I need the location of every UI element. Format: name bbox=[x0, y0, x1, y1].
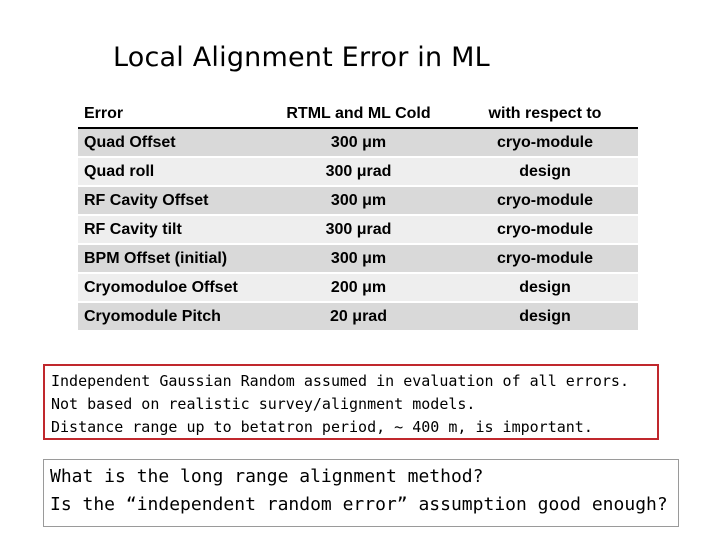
column-header-error: Error bbox=[78, 100, 265, 128]
questions-box bbox=[43, 459, 679, 527]
tolerance-cell: 300 μm bbox=[265, 128, 452, 157]
error-name-cell: Quad roll bbox=[78, 157, 265, 186]
error-name-cell: RF Cavity tilt bbox=[78, 215, 265, 244]
tolerance-cell: 300 μrad bbox=[265, 215, 452, 244]
table-row bbox=[78, 273, 638, 302]
tolerance-cell: 300 μm bbox=[265, 244, 452, 273]
error-name-cell: Cryomoduloe Offset bbox=[78, 273, 265, 302]
table-row bbox=[78, 215, 638, 244]
question-line: Is the “independent random error” assumption good enough? bbox=[50, 494, 668, 515]
assumptions-note-box bbox=[43, 364, 659, 440]
column-header-reference: with respect to bbox=[452, 100, 638, 128]
column-header-tolerance: RTML and ML Cold bbox=[265, 100, 452, 128]
note-line: Not based on realistic survey/alignment models. bbox=[51, 395, 476, 413]
reference-cell: cryo-module bbox=[452, 186, 638, 215]
table-header-row bbox=[78, 100, 638, 128]
reference-cell: cryo-module bbox=[452, 128, 638, 157]
note-line: Distance range up to betatron period, ~ 400 m, is important. bbox=[51, 418, 593, 436]
error-name-cell: Cryomodule Pitch bbox=[78, 302, 265, 331]
reference-cell: design bbox=[452, 302, 638, 331]
table-row bbox=[78, 128, 638, 157]
tolerance-cell: 300 μrad bbox=[265, 157, 452, 186]
error-name-cell: Quad Offset bbox=[78, 128, 265, 157]
tolerance-cell: 300 μm bbox=[265, 186, 452, 215]
reference-cell: design bbox=[452, 157, 638, 186]
question-line: What is the long range alignment method? bbox=[50, 466, 484, 487]
alignment-error-table bbox=[78, 100, 638, 332]
error-name-cell: RF Cavity Offset bbox=[78, 186, 265, 215]
tolerance-cell: 200 μm bbox=[265, 273, 452, 302]
reference-cell: cryo-module bbox=[452, 244, 638, 273]
table-row bbox=[78, 157, 638, 186]
note-line: Independent Gaussian Random assumed in evaluation of all errors. bbox=[51, 372, 629, 390]
tolerance-cell: 20 μrad bbox=[265, 302, 452, 331]
reference-cell: cryo-module bbox=[452, 215, 638, 244]
page-title: Local Alignment Error in ML bbox=[113, 42, 490, 73]
table-row bbox=[78, 302, 638, 331]
table-row bbox=[78, 244, 638, 273]
table-row bbox=[78, 186, 638, 215]
reference-cell: design bbox=[452, 273, 638, 302]
error-name-cell: BPM Offset (initial) bbox=[78, 244, 265, 273]
